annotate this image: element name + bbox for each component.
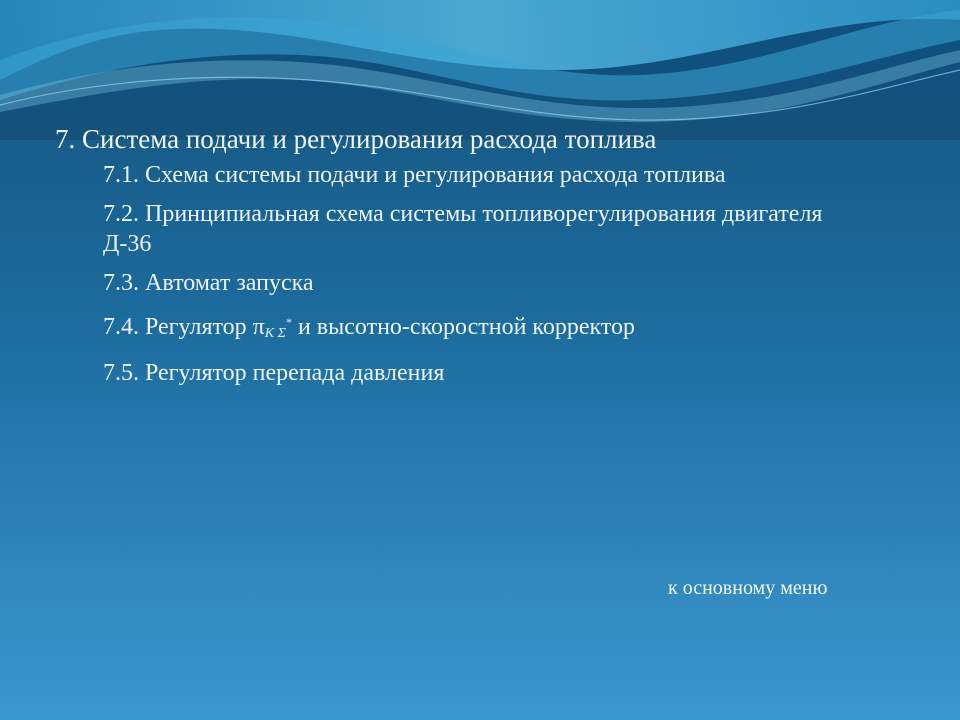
item-number: 7.5. [103,360,139,386]
item-number: 7.4. [103,314,139,340]
item-number: 7.3. [103,270,139,296]
item-text: Автомат запуска [145,270,314,296]
item-number: 7.1. [103,162,139,188]
slide-content [55,122,915,397]
slide-heading: 7. Система подачи и регулирования расхода топлива [55,124,657,154]
item-text-after: и высотно-скоростной корректор [291,314,636,340]
main-menu-link[interactable]: к основному меню [668,577,828,599]
item-number: 7.2. [103,201,139,227]
formula-subscript: K Σ [264,326,286,341]
item-text: Регулятор перепада давления [145,360,445,386]
item-text: Принципиальная схема системы топливорегулирования двигателя Д-36 [103,201,823,257]
list-item [103,307,823,349]
list-item [103,268,823,298]
list-item [103,199,823,259]
list-item [103,160,823,190]
item-text: Схема системы подачи и регулирования расхода топлива [145,162,726,188]
formula-superscript: * [285,315,292,329]
item-text-before: Регулятор π [145,314,265,340]
list-item [103,358,823,388]
decorative-wave-header [0,0,960,140]
